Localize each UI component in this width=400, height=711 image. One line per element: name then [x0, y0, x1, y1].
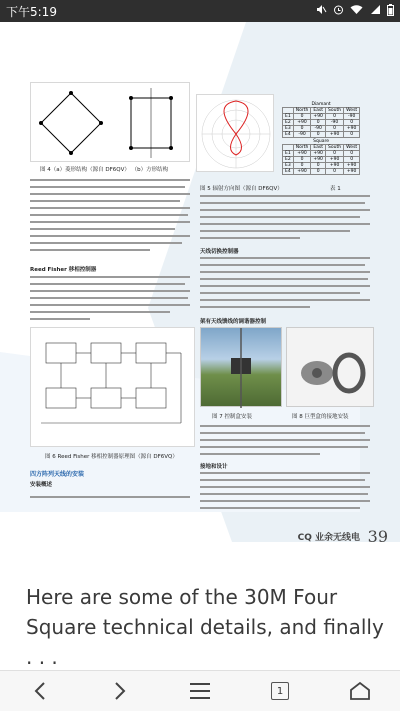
- install-overview-heading: 安装概述: [30, 482, 53, 488]
- chevron-right-icon: [113, 681, 127, 701]
- table-cell: E3: [283, 163, 294, 169]
- table-1-diamant: [282, 107, 360, 138]
- table-cell: 0: [344, 132, 360, 138]
- menu-button[interactable]: [180, 673, 220, 709]
- status-time: 下午5:19: [6, 4, 57, 19]
- table-cell: 0: [344, 151, 360, 157]
- table-cell: -90: [293, 132, 311, 138]
- table-1-square: [282, 144, 360, 175]
- table-header: South: [326, 145, 344, 151]
- table-cell: +90: [293, 151, 311, 157]
- figure-8-caption: 图 8 巨型盒的接地安装: [292, 414, 349, 420]
- table-cell: E2: [283, 157, 294, 163]
- left-body-text-1: [30, 178, 190, 262]
- table-cell: +90: [311, 157, 326, 163]
- table-cell: +90: [311, 151, 326, 157]
- table-cell: E2: [283, 120, 294, 126]
- figure-5-caption: 图 5 辐射方向图（源自 DF6QV）: [200, 186, 283, 192]
- figure-7-caption: 图 7 控制盒安装: [212, 414, 252, 420]
- home-button[interactable]: [340, 673, 380, 709]
- table-header: East: [311, 108, 326, 114]
- back-button[interactable]: [20, 673, 60, 709]
- table-cell: 0: [344, 157, 360, 163]
- feeder-heading: 架有天线馈线的调谐器控制: [200, 319, 267, 325]
- table-cell: +90: [326, 132, 344, 138]
- left-body-text-2: [30, 275, 190, 329]
- right-body-text-1: [200, 194, 370, 253]
- table-cell: E1: [283, 114, 294, 120]
- menu-icon: [189, 682, 211, 700]
- figure-7-photo: [200, 327, 282, 407]
- table-1-title: Diamant: [311, 102, 331, 107]
- status-icons: [316, 4, 394, 19]
- reed-fisher-heading: Reed Fisher 移相控制器: [30, 267, 97, 273]
- figure-4-diagram: [30, 82, 190, 162]
- table-header: North: [293, 108, 311, 114]
- tabs-button[interactable]: [260, 673, 300, 709]
- magazine-page: [0, 22, 400, 552]
- table-cell: E4: [283, 169, 294, 175]
- table-cell: +90: [293, 120, 311, 126]
- chevron-left-icon: [33, 681, 47, 701]
- figure-6-schematic: [30, 327, 195, 447]
- table-cell: +90: [326, 163, 344, 169]
- table-cell: 0: [311, 120, 326, 126]
- table-cell: 0: [311, 169, 326, 175]
- table-cell: 0: [344, 120, 360, 126]
- tab-count: 1: [271, 682, 289, 700]
- table-cell: 0: [293, 157, 311, 163]
- table-cell: 0: [293, 126, 311, 132]
- home-icon: [349, 681, 371, 701]
- grounding-heading: 接地和设计: [200, 464, 228, 470]
- switch-controller-heading: 天线切换控制器: [200, 249, 239, 255]
- table-header: West: [344, 145, 360, 151]
- table-1: [282, 102, 360, 175]
- table-cell: -90: [344, 114, 360, 120]
- left-body-text-3: [30, 489, 190, 508]
- table-cell: +90: [344, 169, 360, 175]
- table-header: East: [311, 145, 326, 151]
- magazine-logo: CQ 业余无线电: [297, 533, 360, 543]
- table-cell: +90: [326, 157, 344, 163]
- table-cell: +90: [311, 114, 326, 120]
- table-1-title-2: Square: [313, 139, 330, 144]
- status-bar: [0, 0, 400, 22]
- table-cell: -90: [311, 126, 326, 132]
- bottom-nav-bar: [0, 670, 400, 711]
- table-cell: E3: [283, 126, 294, 132]
- signal-icon: [369, 4, 381, 18]
- wifi-icon: [350, 4, 363, 18]
- table-header: West: [344, 108, 360, 114]
- figure-6-caption: 图 6 Reed Fisher 移相控制器原理图（源自 DF6VQ）: [45, 454, 178, 460]
- table-header: South: [326, 108, 344, 114]
- table-cell: 0: [293, 114, 311, 120]
- right-body-text-4: [200, 471, 370, 520]
- table-cell: 0: [326, 169, 344, 175]
- table-cell: 0: [326, 126, 344, 132]
- figure-8-photo: [286, 327, 374, 407]
- table-cell: +90: [344, 126, 360, 132]
- table-cell: 0: [293, 163, 311, 169]
- table-cell: +90: [293, 169, 311, 175]
- figure-5-polar-plot: [196, 94, 274, 172]
- table-cell: E4: [283, 132, 294, 138]
- article-paragraph: Here are some of the 30M Four Square technical details, and finally . . .: [26, 585, 384, 669]
- table-1-caption: 表 1: [330, 186, 341, 192]
- table-cell: E1: [283, 151, 294, 157]
- table-cell: 0: [311, 163, 326, 169]
- content-viewport[interactable]: [0, 22, 400, 670]
- figure-4-caption: 图 4（a）菱形结构（源自 DF6QV） （b）方形结构: [40, 167, 169, 173]
- battery-icon: [387, 4, 394, 19]
- table-cell: 0: [326, 151, 344, 157]
- table-cell: -90: [326, 120, 344, 126]
- alarm-icon: [333, 4, 344, 18]
- table-header: North: [293, 145, 311, 151]
- table-cell: 0: [326, 114, 344, 120]
- right-body-text-2: [200, 256, 370, 320]
- forward-button[interactable]: [100, 673, 140, 709]
- section-heading: 四方阵列天线的安装: [30, 471, 85, 478]
- mute-icon: [316, 4, 327, 18]
- page-number: 39: [367, 527, 388, 546]
- table-cell: 0: [311, 132, 326, 138]
- table-cell: +90: [344, 163, 360, 169]
